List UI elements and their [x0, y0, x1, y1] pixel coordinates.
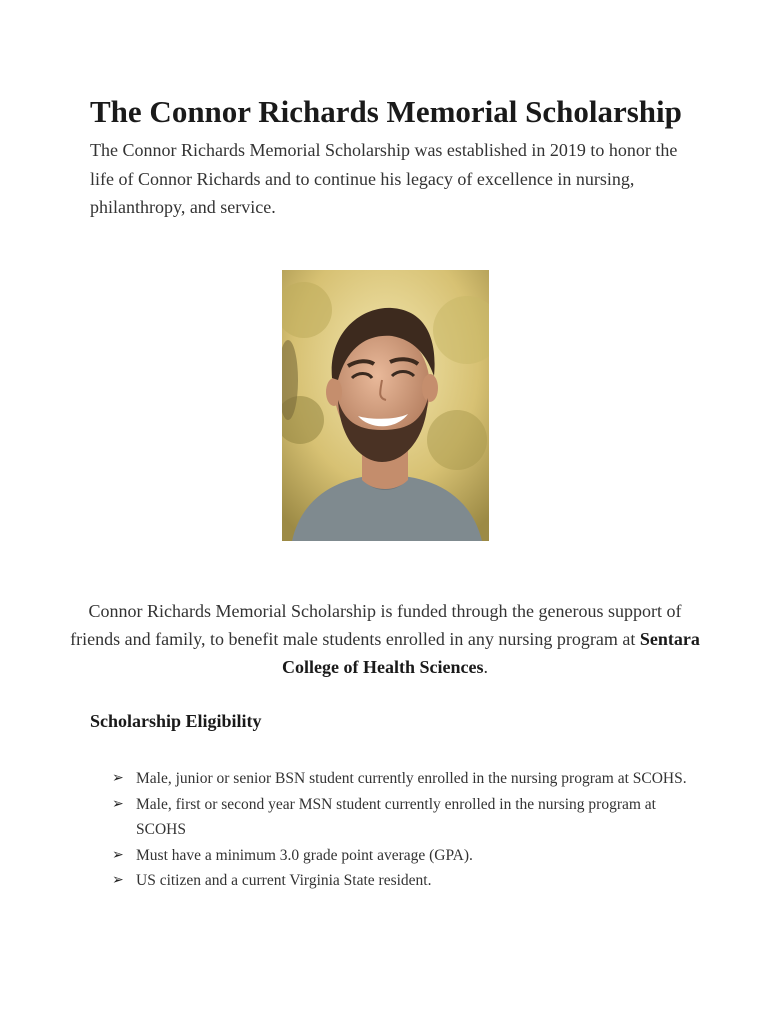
arrow-bullet-icon: ➢ — [112, 770, 124, 786]
intro-paragraph: The Connor Richards Memorial Scholarship was established in 2019 to honor the life of Connor Richards and to continue his legacy of excellence in nursing, philanthropy, and service. — [90, 140, 678, 217]
eligibility-item — [112, 766, 702, 792]
eligibility-item — [112, 868, 702, 894]
eligibility-item-text: Must have a minimum 3.0 grade point average (GPA). — [136, 846, 473, 864]
funding-period: . — [483, 657, 488, 677]
eligibility-list — [112, 766, 702, 894]
eligibility-heading: Scholarship Eligibility — [90, 711, 262, 731]
portrait-photo — [282, 270, 489, 541]
eligibility-item — [112, 843, 702, 869]
funding-paragraph — [70, 597, 700, 681]
eligibility-item-text: Male, junior or senior BSN student currently enrolled in the nursing program at SCOHS. — [136, 770, 687, 787]
college-name: Sentara College of Health Sciences — [282, 629, 700, 677]
funding-text: Connor Richards Memorial Scholarship is funded through the generous support of friends and family, to benefit male students enrolled in any nursing program at — [70, 601, 682, 649]
arrow-bullet-icon: ➢ — [112, 795, 124, 812]
eligibility-item — [112, 792, 702, 843]
arrow-bullet-icon: ➢ — [112, 872, 124, 888]
eligibility-item-text: US citizen and a current Virginia State resident. — [136, 872, 432, 889]
portrait-illustration — [282, 270, 489, 541]
eligibility-item-text: Male, first or second year MSN student currently enrolled in the nursing program at SCOHS — [136, 795, 656, 838]
arrow-bullet-icon: ➢ — [112, 846, 124, 863]
page-title: The Connor Richards Memorial Scholarship — [90, 94, 682, 129]
